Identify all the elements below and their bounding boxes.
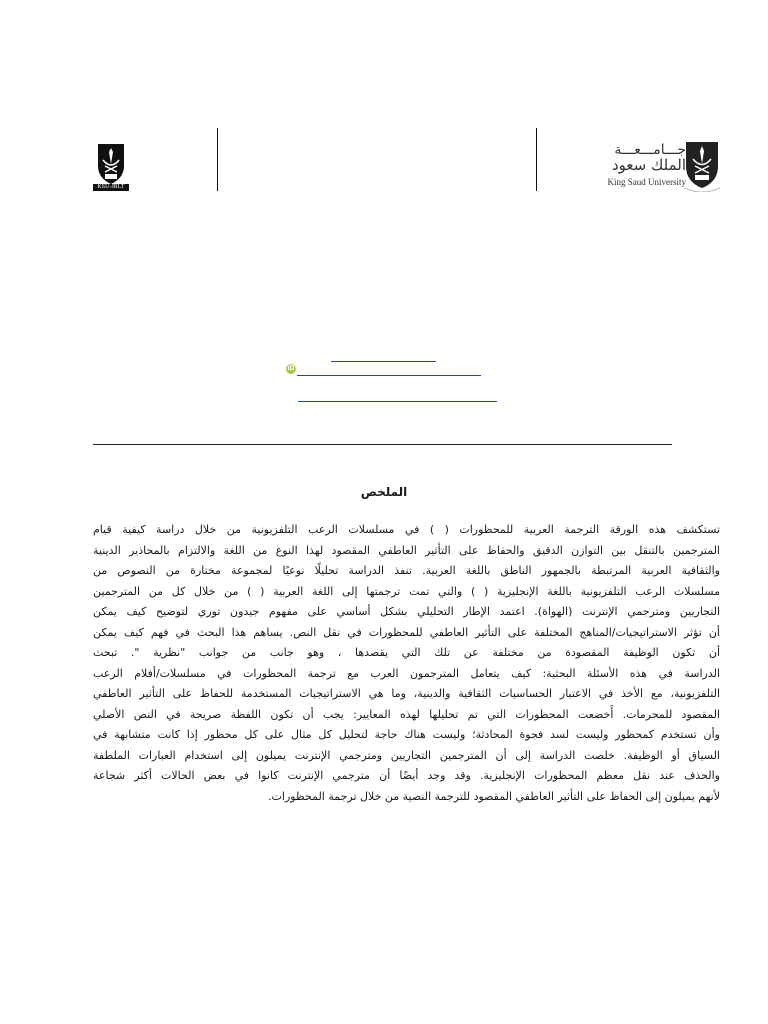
abstract-line: التجاريين ومترجمي الإنترنت (الهواة). اعتمد الإطار التحليلي بشكل أساسي على مفهوم جيدون توري لتوضيح كيف يمكن bbox=[93, 605, 720, 618]
abstract-line: السياق أو الوظيفة. خلصت الدراسة إلى أن المترجمين التجاريين ومترجمي الإنترنت يميلون إلى استخدام العبارات الملطفة bbox=[93, 748, 720, 762]
abstract-line: مسلسلات الرعب التلفزيونية باللغة الإنجليزية ( ) والتي تمت ترجمتها إلى اللغة العربية ( ) من خلال كل من المترجمين bbox=[93, 584, 720, 598]
abstract-title: الملخص bbox=[360, 485, 408, 499]
abstract-line: المترجمين بالتنقل بين التوازن الدقيق والحفاظ على التأثير العاطفي المقصود لهذا النوع من اللغة والالتزام بالمحاذير الدينية bbox=[93, 543, 720, 557]
abstract-line: أن تؤثر الاستراتيجيات/المناهج المختلفة على التأثير العاطفي للمحظورات في نقل النص. يساهم هذا البحث في فهم كيف يمكن bbox=[93, 625, 720, 639]
university-arabic-name bbox=[592, 143, 686, 173]
abstract-line: التلفزيونية، مع الأخذ في الاعتبار الحساسيات الثقافية والدينية، وما هي الاستراتيجيات المستخدمة للحفاظ على التأثير العاطفي bbox=[93, 687, 720, 700]
abstract-line: والحذف عند نقل معظم المحظورات الإنجليزية. وقد وجد أيضًا أن مترجمي الإنترنت كانوا في بعض الحالات أكثر شجاعة bbox=[93, 769, 720, 782]
author-link-3[interactable] bbox=[298, 401, 497, 402]
abstract-body bbox=[93, 520, 720, 807]
author-link-1[interactable] bbox=[331, 361, 436, 362]
ksu-jrlt-caption: KSU-JRLT bbox=[97, 184, 125, 190]
abstract-line: لأنهم يميلون إلى الحفاظ على التأثير العاطفي المقصود للترجمة النصية من خلال ترجمة المحظورات. bbox=[268, 789, 720, 803]
header-divider-left bbox=[217, 128, 218, 191]
header-divider-right bbox=[536, 128, 537, 191]
university-arabic-line2: الملك سعود bbox=[611, 156, 686, 174]
abstract-line: وأن تستخدم كمحظور وليست لسد فجوة المحادثة؛ وليست هناك حاجة لتحليل كل مثال على كل محظور إذا كانت متشابهة في bbox=[93, 728, 720, 741]
abstract-line: أن تكون الوظيفة المقصودة من مختلفة عن تلك التي يقصدها ، وهو جانب من جوانب "نظرية ". تبحث bbox=[93, 646, 720, 659]
abstract-line: والثقافية العربية المرتبطة بالجمهور الناطق باللغة العربية. تنفذ الدراسة تحليلًا نوعيًا لمجموعة مختارة من النصوص من bbox=[93, 564, 720, 577]
university-english-name: King Saud University bbox=[607, 177, 686, 187]
orcid-icon[interactable]: iD bbox=[287, 365, 295, 372]
university-arabic-line1: جـــامـــعـــة bbox=[614, 142, 686, 158]
abstract-line: المقصود للمحرمات. أُخضعت المحظورات التي تم تحليلها لهذه المعايير: يجب أن تكون اللفظة صريحة في النص الأصلي bbox=[93, 707, 720, 721]
author-link-2[interactable] bbox=[297, 375, 481, 376]
abstract-line: تستكشف هذه الورقة الترجمة العربية للمحظورات ( ) في مسلسلات الرعب التلفزيونية من خلال دراسة كيفية قيام bbox=[93, 523, 720, 536]
abstract-line: الدراسة في هذه الأسئلة البحثية: كيف يتعامل المترجمون العرب مع ترجمة المحظورات في مسلسلات/أفلام الرعب bbox=[93, 666, 720, 680]
section-divider bbox=[93, 444, 672, 445]
